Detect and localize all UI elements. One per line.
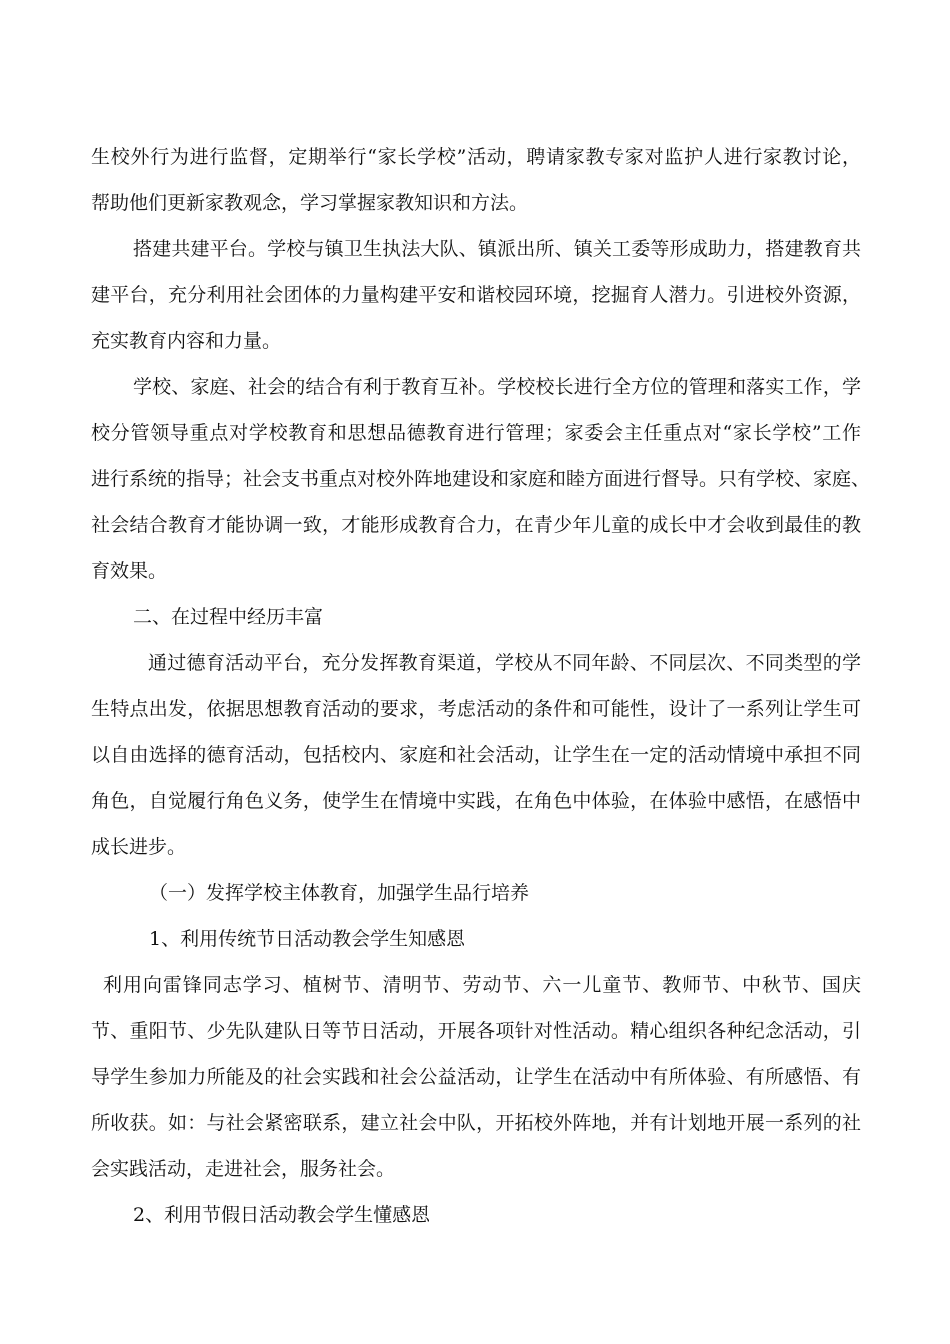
paragraph-line: 建平台，充分利用社会团体的力量构建平安和谐校园环境，挖掘育人潜力。引进校外资源，: [91, 284, 861, 306]
paragraph-line: 利用向雷锋同志学习、植树节、清明节、劳动节、六一儿童节、教师节、中秋节、国庆: [103, 974, 861, 996]
paragraph-line: 充实教育内容和力量。: [91, 330, 282, 352]
paragraph-line: 生校外行为进行监督，定期举行“家长学校”活动，聘请家教专家对监护人进行家教讨论，: [91, 146, 861, 168]
paragraph-line: 进行系统的指导；社会支书重点对校外阵地建设和家庭和睦方面进行督导。只有学校、家庭、: [91, 468, 871, 490]
paragraph-line: 通过德育活动平台，充分发挥教育渠道，学校从不同年龄、不同层次、不同类型的学: [148, 652, 861, 674]
paragraph-line: 节、重阳节、少先队建队日等节日活动，开展各项针对性活动。精心组织各种纪念活动，引: [91, 1020, 861, 1042]
subsection-heading: （一）发挥学校主体教育，加强学生品行培养: [149, 882, 530, 904]
paragraph-line: 社会结合教育才能协调一致，才能形成教育合力，在青少年儿童的成长中才会收到最佳的教: [91, 514, 861, 536]
paragraph-line: 角色，自觉履行角色义务，使学生在情境中实践，在角色中体验，在体验中感悟，在感悟中: [91, 790, 861, 812]
paragraph-line: 所收获。如：与社会紧密联系，建立社会中队，开拓校外阵地，并有计划地开展一系列的社: [91, 1112, 861, 1134]
paragraph-line: 育效果。: [91, 560, 168, 582]
paragraph-line: 以自由选择的德育活动，包括校内、家庭和社会活动，让学生在一定的活动情境中承担不同: [91, 744, 861, 766]
paragraph-line: 成长进步。: [91, 836, 187, 858]
section-heading: 二、在过程中经历丰富: [133, 606, 324, 628]
item-heading: 2、利用节假日活动教会学生懂感恩: [133, 1204, 431, 1226]
paragraph-line: 生特点出发，依据思想教育活动的要求，考虑活动的条件和可能性，设计了一系列让学生可: [91, 698, 861, 720]
paragraph-line: 会实践活动，走进社会，服务社会。: [91, 1158, 396, 1180]
paragraph-line: 搭建共建平台。学校与镇卫生执法大队、镇派出所、镇关工委等形成助力，搭建教育共: [133, 238, 861, 260]
paragraph-line: 校分管领导重点对学校教育和思想品德教育进行管理；家委会主任重点对“家长学校”工作: [91, 422, 861, 444]
paragraph-line: 学校、家庭、社会的结合有利于教育互补。学校校长进行全方位的管理和落实工作，学: [133, 376, 861, 398]
item-heading: 1、利用传统节日活动教会学生知感恩: [149, 928, 466, 950]
paragraph-line: 帮助他们更新家教观念，学习掌握家教知识和方法。: [91, 192, 529, 214]
paragraph-line: 导学生参加力所能及的社会实践和社会公益活动，让学生在活动中有所体验、有所感悟、有: [91, 1066, 861, 1088]
